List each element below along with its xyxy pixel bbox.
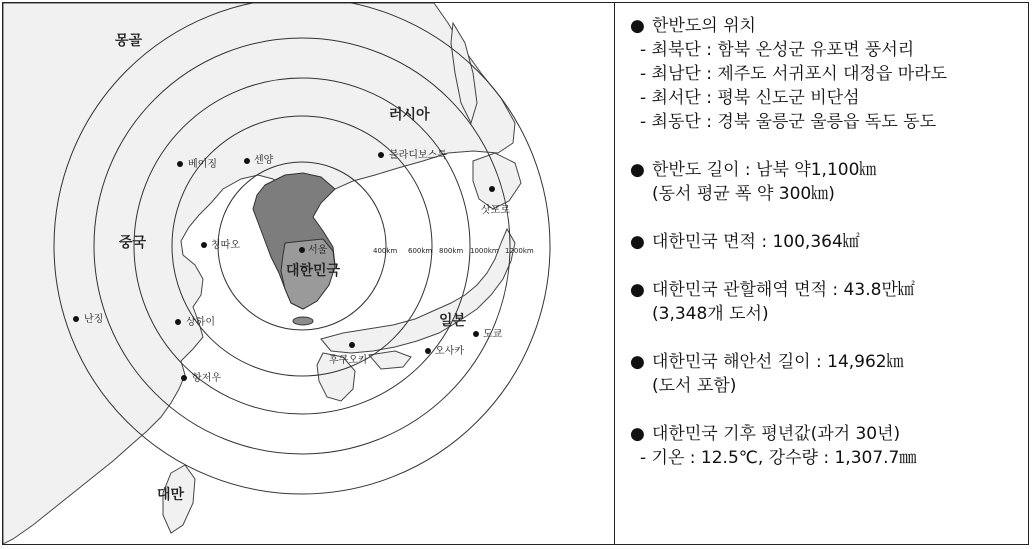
bullet-icon: ● [630, 16, 645, 36]
dot-shanghai [175, 319, 181, 325]
korea-facts-panel [630, 14, 1025, 470]
dot-tokyo [473, 331, 479, 337]
label-china: 중국 [119, 235, 147, 251]
label-beijing: 베이징 [188, 159, 217, 170]
label-qingdao: 칭따오 [211, 240, 240, 251]
length-block [630, 158, 1025, 206]
climate-block [630, 422, 1025, 470]
location-title: 한반도의 위치 [652, 16, 756, 36]
label-russia: 러시아 [389, 107, 430, 123]
coastline-block [630, 350, 1025, 398]
label-mongolia: 몽골 [115, 33, 143, 49]
dot-qingdao [201, 242, 207, 248]
label-shenyang: 센양 [254, 155, 274, 166]
bullet-icon: ● [630, 424, 645, 444]
dot-seoul [299, 247, 305, 253]
bullet-icon: ● [630, 280, 645, 300]
label-taiwan: 대만 [157, 487, 185, 503]
ring-label-800: 800km [439, 247, 464, 255]
dot-sapporo [489, 186, 495, 192]
coastline-note: (도서 포함) [652, 376, 737, 396]
sea-area: 대한민국 관할해역 면적 : 43.8만㎢ [652, 280, 915, 300]
ring-label-400: 400km [373, 247, 398, 255]
label-seoul: 서울 [308, 245, 328, 256]
island-count: (3,348개 도서) [652, 304, 769, 324]
column-divider [614, 2, 615, 545]
bullet-icon: ● [630, 352, 645, 372]
bullet-icon: ● [630, 160, 645, 180]
label-shanghai: 상하이 [186, 317, 215, 328]
label-korea: 대한민국 [286, 263, 341, 279]
peninsula-width: (동서 평균 폭 약 300㎞) [652, 184, 835, 204]
label-hangzhou: 항저우 [192, 373, 221, 384]
ring-label-1000: 1000km [470, 247, 499, 255]
ring-label-600: 600km [408, 247, 433, 255]
dot-beijing [177, 161, 183, 167]
japan-hokkaido [473, 153, 521, 209]
westernmost-point: - 최서단 : 평북 신도군 비단섬 [640, 88, 860, 108]
dot-nanjing [73, 316, 79, 322]
northernmost-point: - 최북단 : 함북 온성군 유포면 풍서리 [640, 40, 915, 60]
continent-landmass [3, 3, 515, 544]
label-japan: 일본 [439, 313, 467, 329]
korea-location-map [3, 3, 614, 544]
dot-osaka [425, 348, 431, 354]
location-block [630, 14, 1025, 134]
label-vladivostok: 블라디보스톡 [389, 150, 447, 161]
sea-area-block [630, 278, 1025, 326]
southernmost-point: - 최남단 : 제주도 서귀포시 대정읍 마라도 [640, 64, 948, 84]
dot-fukuoka [349, 342, 355, 348]
peninsula-length: 한반도 길이 : 남북 약1,100㎞ [652, 160, 877, 180]
climate-values: - 기온 : 12.5℃, 강수량 : 1,307.7㎜ [640, 448, 917, 468]
ring-label-1200: 1200km [505, 247, 534, 255]
easternmost-point: - 최동단 : 경북 울릉군 울릉읍 독도 동도 [640, 112, 937, 132]
dot-vladivostok [378, 152, 384, 158]
area-block [630, 230, 1025, 254]
jeju-island [293, 317, 313, 325]
bullet-icon: ● [630, 232, 645, 252]
climate-title: 대한민국 기후 평년값(과거 30년) [652, 424, 901, 444]
land-area: 대한민국 면적 : 100,364㎢ [652, 232, 860, 252]
label-tokyo: 도쿄 [483, 329, 503, 340]
label-fukuoka: 후쿠오카 [329, 355, 368, 366]
coastline-length: 대한민국 해안선 길이 : 14,962㎞ [652, 352, 904, 372]
label-osaka: 오사카 [435, 346, 464, 357]
label-nanjing: 난징 [84, 314, 104, 325]
dot-hangzhou [181, 375, 187, 381]
label-sapporo: 삿포로 [481, 205, 510, 216]
dot-shenyang [244, 158, 250, 164]
